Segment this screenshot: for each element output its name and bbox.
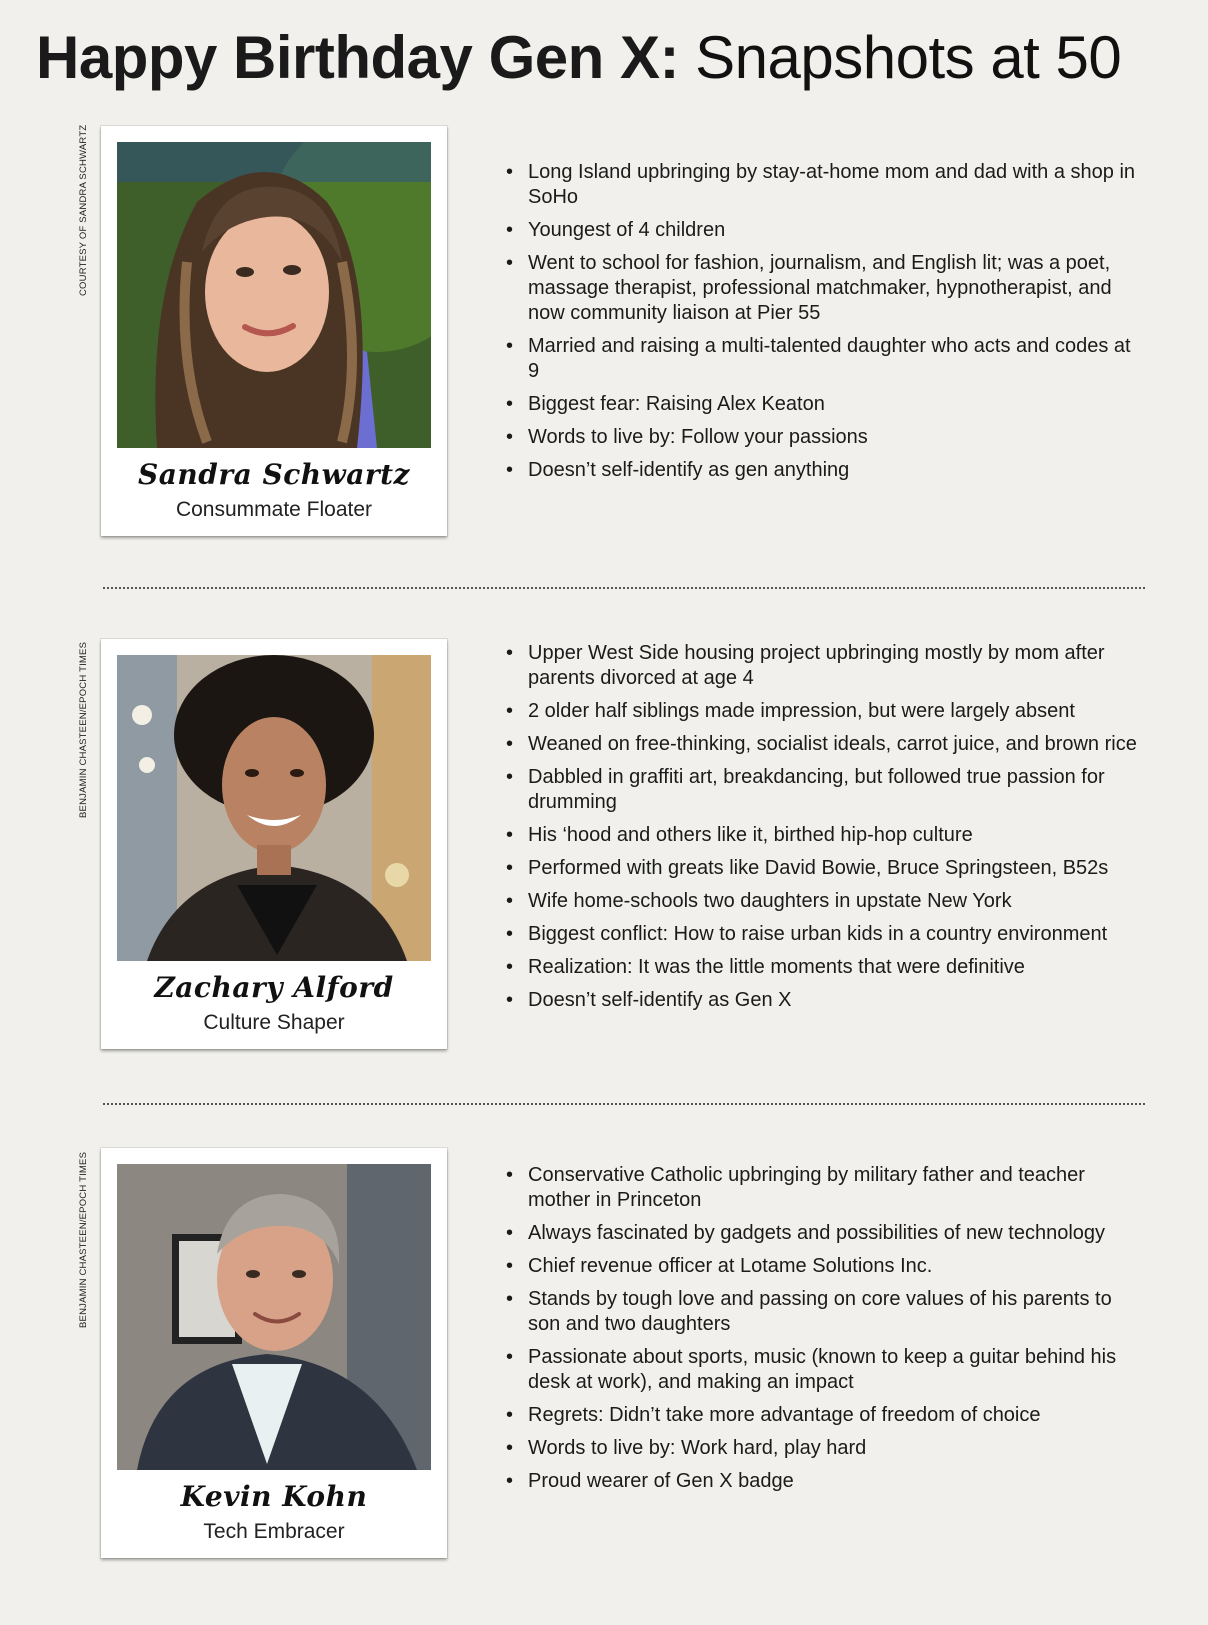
signature-name: Zachary Alford [154, 971, 394, 1004]
list-item: • 2 older half siblings made impression, but were largely absent [504, 699, 1144, 724]
portrait-photo [117, 142, 431, 448]
portrait-image [117, 142, 431, 448]
list-item: • Upper West Side housing project upbringing mostly by mom after parents divorced at age 4 [504, 641, 1144, 691]
list-item: • Words to live by: Work hard, play hard [504, 1436, 1144, 1461]
bullet-list [504, 160, 1144, 491]
list-item: • Biggest conflict: How to raise urban kids in a country environment [504, 922, 1144, 947]
list-item: • Realization: It was the little moments that were definitive [504, 955, 1144, 980]
list-item: • Proud wearer of Gen X badge [504, 1469, 1144, 1494]
portrait-image [117, 1164, 431, 1470]
list-item: • Performed with greats like David Bowie, Bruce Springsteen, B52s [504, 856, 1144, 881]
list-item: • Married and raising a multi-talented daughter who acts and codes at 9 [504, 334, 1144, 384]
list-item: • Always fascinated by gadgets and possibilities of new technology [504, 1221, 1144, 1246]
list-item: • Doesn’t self-identify as Gen X [504, 988, 1144, 1013]
list-item: • Weaned on free-thinking, socialist ideals, carrot juice, and brown rice [504, 732, 1144, 757]
list-item: • Regrets: Didn’t take more advantage of freedom of choice [504, 1403, 1144, 1428]
photo-credit: BENJAMIN CHASTEEN/EPOCH TIMES [78, 1151, 89, 1328]
list-item: • Biggest fear: Raising Alex Keaton [504, 392, 1144, 417]
bullet-list [504, 1163, 1144, 1502]
title-light: Snapshots at 50 [695, 24, 1122, 91]
portrait-image [117, 655, 431, 961]
list-item: • Long Island upbringing by stay-at-home mom and dad with a shop in SoHo [504, 160, 1144, 210]
list-item: • Wife home-schools two daughters in upstate New York [504, 889, 1144, 914]
list-item: • Words to live by: Follow your passions [504, 425, 1144, 450]
photo-credit: BENJAMIN CHASTEEN/EPOCH TIMES [78, 641, 89, 818]
portrait-photo [117, 1164, 431, 1470]
list-item: • Chief revenue officer at Lotame Solutions Inc. [504, 1254, 1144, 1279]
signature-name: Kevin Kohn [180, 1480, 368, 1513]
page-title [36, 22, 1121, 94]
bullet-list [504, 641, 1144, 1021]
list-item: • Dabbled in graffiti art, breakdancing, but followed true passion for drumming [504, 765, 1144, 815]
polaroid-card [101, 1148, 447, 1558]
list-item: • His ‘hood and others like it, birthed hip-hop culture [504, 823, 1144, 848]
list-item: • Stands by tough love and passing on core values of his parents to son and two daughters [504, 1287, 1144, 1337]
role-label: Consummate Floater [175, 498, 373, 521]
portrait-photo [117, 655, 431, 961]
list-item: • Conservative Catholic upbringing by military father and teacher mother in Princeton [504, 1163, 1144, 1213]
role-label: Culture Shaper [203, 1011, 345, 1034]
signature-name: Sandra Schwartz [138, 458, 410, 491]
title-bold: Happy Birthday Gen X: [36, 24, 679, 91]
role-label: Tech Embracer [203, 1520, 345, 1543]
list-item: • Went to school for fashion, journalism, and English lit; was a poet, massage therapist, professional matchmaker, hypnotherapist, and now community liaison at Pier 55 [504, 251, 1144, 326]
polaroid-card [101, 639, 447, 1049]
list-item: • Youngest of 4 children [504, 218, 1144, 243]
polaroid-card [101, 126, 447, 536]
photo-credit: COURTESY OF SANDRA SCHWARTZ [78, 124, 89, 296]
list-item: • Doesn’t self-identify as gen anything [504, 458, 1144, 483]
list-item: • Passionate about sports, music (known to keep a guitar behind his desk at work), and making an impact [504, 1345, 1144, 1395]
section-divider [103, 1103, 1145, 1105]
section-divider [103, 587, 1145, 589]
